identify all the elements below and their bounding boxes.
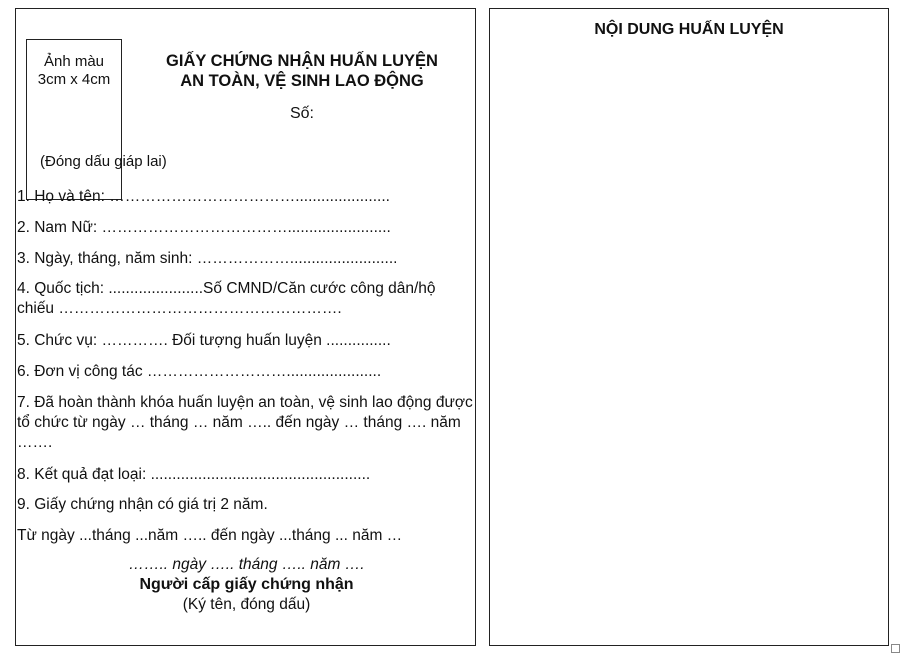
photo-label: Ảnh màu 3cm x 4cm	[37, 53, 111, 88]
stamp-note: (Đóng dấu giáp lai)	[40, 153, 167, 170]
certificate-title-line1: GIẤY CHỨNG NHẬN HUẤN LUYỆN	[166, 52, 438, 70]
field-gender: 2. Nam Nữ: ………………………………........................	[17, 219, 391, 236]
field-workplace: 6. Đơn vị công tác ………………………......................	[17, 363, 382, 380]
field-validity-period: Từ ngày ...tháng ...năm ….. đến ngày ...tháng ... năm …	[17, 527, 403, 544]
signer-title: Người cấp giấy chứng nhận	[139, 576, 354, 593]
field-position-training-group: 5. Chức vụ: …………. Đối tượng huấn luyện ...............	[17, 332, 391, 349]
certificate-title-line2: AN TOÀN, VỆ SINH LAO ĐỘNG	[180, 72, 424, 90]
field-result: 8. Kết quả đạt loại: ...................................................	[17, 466, 371, 483]
certificate-title	[142, 51, 462, 91]
training-content-panel	[489, 8, 889, 646]
signer-note: (Ký tên, đóng dấu)	[182, 596, 311, 613]
certificate-front-panel	[15, 8, 476, 646]
field-validity: 9. Giấy chứng nhận có giá trị 2 năm.	[17, 496, 268, 513]
certificate-number-label: Số:	[289, 105, 314, 122]
training-content-title: NỘI DUNG HUẤN LUYỆN	[594, 21, 784, 38]
field-full-name: 1. Họ và tên: ………………………………......................	[17, 188, 390, 205]
corner-handle-icon	[891, 644, 900, 653]
field-training-completion: 7. Đã hoàn thành khóa huấn luyện an toàn, vệ sinh lao động được tổ chức từ ngày … tháng … năm ….. đến ngày … tháng …. năm …….	[17, 394, 473, 451]
field-nationality-id: 4. Quốc tịch: ......................Số CMND/Căn cước công dân/hộ chiếu ……………………………………………….	[17, 280, 436, 317]
field-date-of-birth: 3. Ngày, tháng, năm sinh: ……………….........................	[17, 250, 398, 267]
signature-date: …….. ngày ….. tháng ….. năm ….	[128, 556, 365, 573]
